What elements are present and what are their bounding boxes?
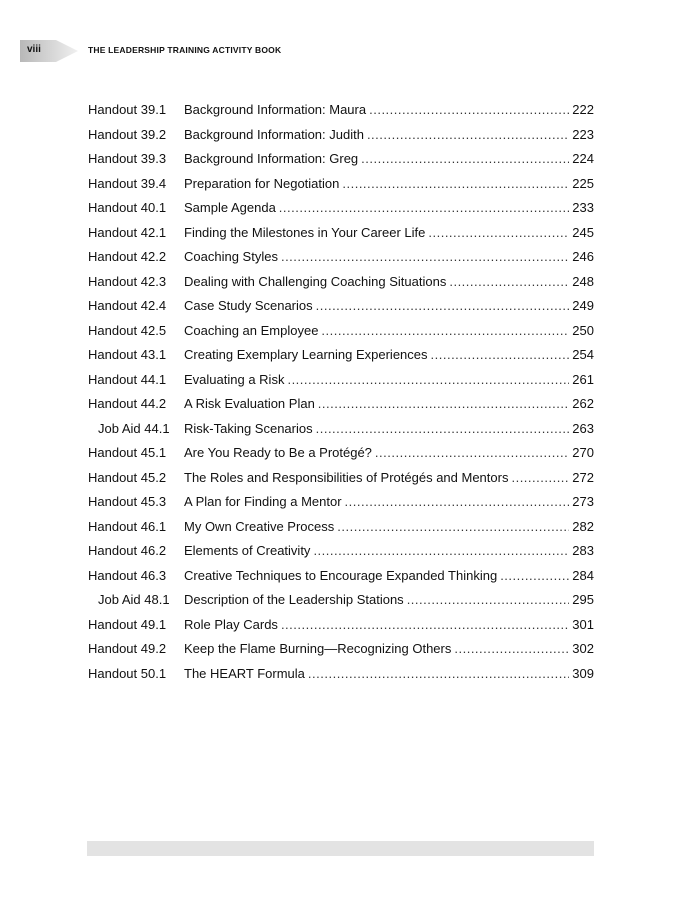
toc-entry-page: 301 <box>572 616 594 632</box>
toc-entry-page: 283 <box>572 543 594 558</box>
toc-entry-label: Handout 40.1 <box>88 200 167 215</box>
dot-leader <box>367 123 569 148</box>
toc-entry-page: 233 <box>572 200 594 215</box>
toc-entry-label: Handout 45.1 <box>88 445 167 460</box>
toc-entry-title: The Roles and Responsibilities of Protégés and Mentors <box>184 469 509 485</box>
toc-entry-page: 263 <box>572 420 594 436</box>
toc-entry-label: Handout 49.2 <box>88 641 167 656</box>
toc-entry-label: Handout 42.1 <box>88 224 167 240</box>
toc-entry-page: 223 <box>572 126 594 142</box>
dot-leader <box>308 662 569 687</box>
page-number: viii <box>27 44 41 55</box>
dot-leader <box>316 417 570 442</box>
dot-leader <box>287 368 569 393</box>
toc-entry <box>88 637 594 662</box>
toc-entry <box>88 490 594 515</box>
toc-entry-title: Background Information: Greg <box>184 151 359 166</box>
toc-entry <box>88 98 594 123</box>
dot-leader <box>318 392 570 417</box>
toc-entry <box>88 392 594 417</box>
toc-entry-label: Handout 46.3 <box>88 567 167 583</box>
toc-entry <box>88 245 594 270</box>
toc-entry-title: The HEART Formula <box>184 665 305 681</box>
toc-entry-label: Job Aid 48.1 <box>98 592 170 607</box>
toc-entry-page: 272 <box>572 469 594 485</box>
toc-entry-title: Finding the Milestones in Your Career Life <box>184 224 426 240</box>
dot-leader <box>342 172 569 197</box>
toc-entry-page: 282 <box>572 518 594 534</box>
toc-entry-page: 273 <box>572 494 594 509</box>
dot-leader <box>369 98 569 123</box>
toc-entry-title: Coaching an Employee <box>184 322 319 338</box>
dot-leader <box>281 613 569 638</box>
dot-leader <box>428 221 569 246</box>
toc-entry-label: Handout 44.1 <box>88 371 167 387</box>
toc-entry-page: 246 <box>572 249 594 264</box>
toc-entry-page: 254 <box>572 347 594 362</box>
toc-entry <box>88 172 594 197</box>
toc-entry-label: Handout 42.3 <box>88 273 167 289</box>
toc-entry <box>88 539 594 564</box>
toc-entry <box>88 221 594 246</box>
toc-entry-title: A Risk Evaluation Plan <box>184 396 315 411</box>
toc-entry <box>88 441 594 466</box>
toc-entry-title: Evaluating a Risk <box>184 371 285 387</box>
toc-entry-title: My Own Creative Process <box>184 518 335 534</box>
toc-entry-page: 262 <box>572 396 594 411</box>
toc-entry <box>88 515 594 540</box>
running-head: THE LEADERSHIP TRAINING ACTIVITY BOOK <box>88 45 282 55</box>
toc-entry <box>88 196 594 221</box>
toc-entry <box>88 147 594 172</box>
toc-entry-label: Handout 45.2 <box>88 469 167 485</box>
toc-entry-page: 249 <box>572 298 594 313</box>
toc-entry <box>88 294 594 319</box>
toc-entry-title: Creating Exemplary Learning Experiences <box>184 347 428 362</box>
dot-leader <box>454 637 569 662</box>
toc-entry-label: Handout 39.2 <box>88 126 167 142</box>
toc-entry-label: Handout 44.2 <box>88 396 167 411</box>
toc-entry <box>88 588 594 613</box>
toc-entry <box>88 123 594 148</box>
toc-entry-title: Dealing with Challenging Coaching Situations <box>184 273 447 289</box>
toc-entry-page: 248 <box>572 273 594 289</box>
toc-entry-label: Handout 39.1 <box>88 102 167 117</box>
toc-entry-label: Handout 42.5 <box>88 322 167 338</box>
toc-entry <box>88 662 594 687</box>
toc-entry-title: Background Information: Judith <box>184 126 364 142</box>
toc-entry-title: Background Information: Maura <box>184 102 367 117</box>
toc-entry-page: 302 <box>572 641 594 656</box>
toc-entry-label: Handout 42.2 <box>88 249 167 264</box>
toc-entry-label: Handout 43.1 <box>88 347 167 362</box>
toc-entry-label: Handout 46.1 <box>88 518 167 534</box>
toc-entry-page: 250 <box>572 322 594 338</box>
dot-leader <box>281 245 569 270</box>
dot-leader <box>279 196 570 221</box>
toc-entry <box>88 368 594 393</box>
toc-entry-page: 295 <box>572 592 594 607</box>
toc-entry <box>88 564 594 589</box>
footer-bar <box>87 841 594 856</box>
toc-entry-page: 284 <box>572 567 594 583</box>
toc-entry-title: Preparation for Negotiation <box>184 175 340 191</box>
dot-leader <box>361 147 569 172</box>
toc-entry-label: Handout 45.3 <box>88 494 167 509</box>
dot-leader <box>407 588 570 613</box>
toc-entry-title: Keep the Flame Burning—Recognizing Others <box>184 641 452 656</box>
toc-entry-label: Handout 46.2 <box>88 543 167 558</box>
toc-entry-page: 270 <box>572 445 594 460</box>
toc-entry <box>88 613 594 638</box>
toc-entry-title: Creative Techniques to Encourage Expanded Thinking <box>184 567 498 583</box>
toc-entry-title: Risk-Taking Scenarios <box>184 420 313 436</box>
toc-entry-title: Sample Agenda <box>184 200 276 215</box>
toc-entry <box>88 466 594 491</box>
toc-entry-page: 222 <box>572 102 594 117</box>
dot-leader <box>375 441 569 466</box>
dot-leader <box>345 490 570 515</box>
dot-leader <box>431 343 570 368</box>
table-of-contents <box>88 98 594 686</box>
toc-entry-title: Are You Ready to Be a Protégé? <box>184 445 372 460</box>
toc-entry-label: Handout 39.3 <box>88 151 167 166</box>
toc-entry <box>88 343 594 368</box>
dot-leader <box>511 466 569 491</box>
toc-entry-label: Handout 50.1 <box>88 665 167 681</box>
toc-entry-title: Coaching Styles <box>184 249 278 264</box>
dot-leader <box>313 539 569 564</box>
toc-entry-label: Job Aid 44.1 <box>98 420 170 436</box>
toc-entry-page: 225 <box>572 175 594 191</box>
toc-entry-label: Handout 42.4 <box>88 298 167 313</box>
toc-entry-label: Handout 39.4 <box>88 175 167 191</box>
toc-entry <box>88 319 594 344</box>
toc-entry-title: A Plan for Finding a Mentor <box>184 494 342 509</box>
toc-entry-page: 245 <box>572 224 594 240</box>
dot-leader <box>449 270 569 295</box>
dot-leader <box>321 319 569 344</box>
toc-entry-title: Role Play Cards <box>184 616 278 632</box>
toc-entry-page: 224 <box>572 151 594 166</box>
dot-leader <box>500 564 569 589</box>
dot-leader <box>316 294 570 319</box>
toc-entry <box>88 417 594 442</box>
toc-entry <box>88 270 594 295</box>
toc-entry-page: 309 <box>572 665 594 681</box>
toc-entry-title: Elements of Creativity <box>184 543 311 558</box>
dot-leader <box>337 515 569 540</box>
toc-entry-page: 261 <box>572 371 594 387</box>
toc-entry-label: Handout 49.1 <box>88 616 167 632</box>
toc-entry-title: Description of the Leadership Stations <box>184 592 404 607</box>
toc-entry-title: Case Study Scenarios <box>184 298 313 313</box>
